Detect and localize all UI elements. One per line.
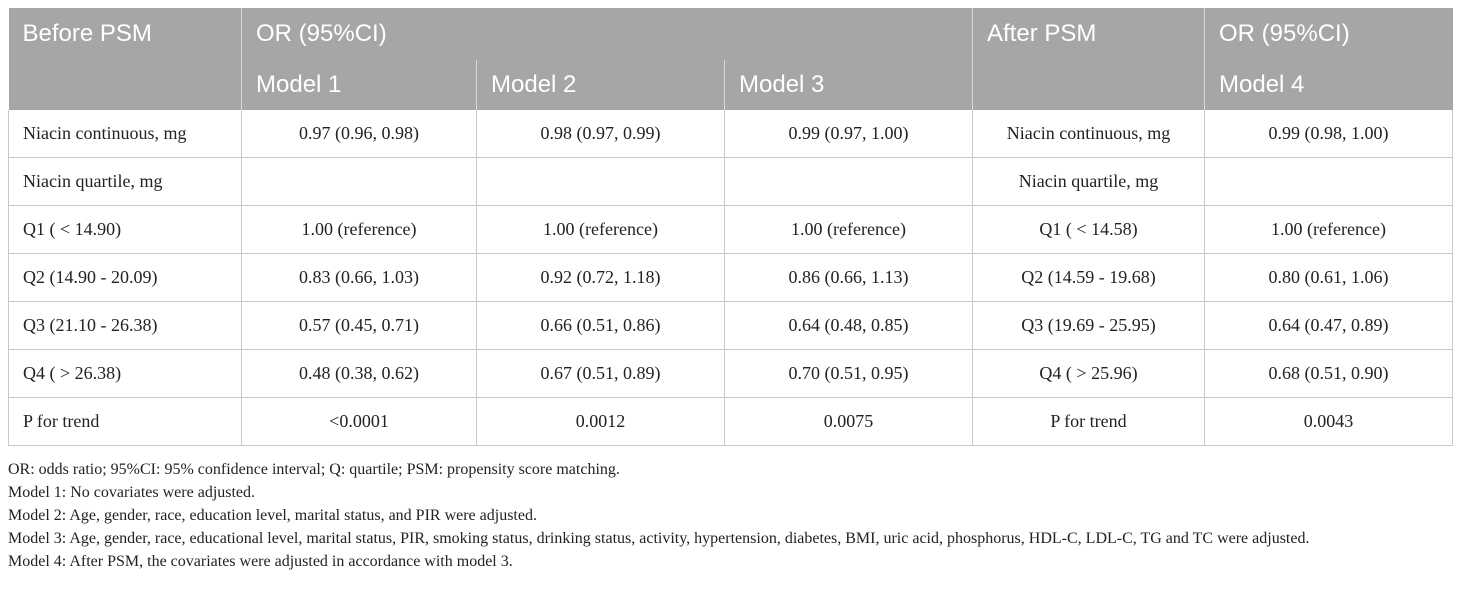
table-cell: 0.0043: [1205, 398, 1453, 446]
table-cell: Niacin continuous, mg: [973, 110, 1205, 158]
table-cell: Q2 (14.90 - 20.09): [9, 254, 242, 302]
table-cell: Q1 ( < 14.58): [973, 206, 1205, 254]
table-cell: Q4 ( > 26.38): [9, 350, 242, 398]
header-blank-left: [9, 60, 242, 110]
table-footnotes: [8, 458, 1452, 573]
table-row: [9, 158, 1453, 206]
table-cell: 0.80 (0.61, 1.06): [1205, 254, 1453, 302]
table-row: [9, 110, 1453, 158]
footnote-model-3: Model 3: Age, gender, race, educational level, marital status, PIR, smoking status, drinking status, activity, hypertension, diabetes, BMI, uric acid, phosphorus, HDL-C, LDL-C, TG and TC were adjusted.: [8, 530, 1310, 547]
header-model-3: Model 3: [725, 60, 973, 110]
header-model-4: Model 4: [1205, 60, 1453, 110]
table-cell: 0.66 (0.51, 0.86): [477, 302, 725, 350]
table-cell: 0.64 (0.48, 0.85): [725, 302, 973, 350]
table-cell: 1.00 (reference): [477, 206, 725, 254]
table-row: [9, 206, 1453, 254]
table-row: [9, 254, 1453, 302]
table-cell: 0.98 (0.97, 0.99): [477, 110, 725, 158]
table-cell: 0.97 (0.96, 0.98): [242, 110, 477, 158]
table-cell: 0.99 (0.97, 1.00): [725, 110, 973, 158]
footnote-model-1: Model 1: No covariates were adjusted.: [8, 484, 256, 501]
table-cell: 0.83 (0.66, 1.03): [242, 254, 477, 302]
header-blank-right: [973, 60, 1205, 110]
table-cell: 0.64 (0.47, 0.89): [1205, 302, 1453, 350]
results-table: [8, 8, 1453, 446]
table-cell: 0.0012: [477, 398, 725, 446]
table-cell: 1.00 (reference): [242, 206, 477, 254]
header-model-2: Model 2: [477, 60, 725, 110]
table-header: [9, 8, 1453, 110]
table-cell: 0.48 (0.38, 0.62): [242, 350, 477, 398]
table-cell: 0.0075: [725, 398, 973, 446]
table-cell: Q3 (19.69 - 25.95): [973, 302, 1205, 350]
table-cell: Q1 ( < 14.90): [9, 206, 242, 254]
table-cell: 0.67 (0.51, 0.89): [477, 350, 725, 398]
table-cell: P for trend: [973, 398, 1205, 446]
footnote-abbreviations: OR: odds ratio; 95%CI: 95% confidence interval; Q: quartile; PSM: propensity score matching.: [8, 461, 620, 478]
footnote-model-4: Model 4: After PSM, the covariates were adjusted in accordance with model 3.: [8, 553, 513, 570]
table-cell: Q2 (14.59 - 19.68): [973, 254, 1205, 302]
table-cell: Niacin continuous, mg: [9, 110, 242, 158]
header-after-psm: After PSM: [973, 8, 1205, 60]
table-cell: 0.92 (0.72, 1.18): [477, 254, 725, 302]
table-cell: Niacin quartile, mg: [973, 158, 1205, 206]
table-cell: P for trend: [9, 398, 242, 446]
table-cell: 1.00 (reference): [1205, 206, 1453, 254]
table-row: [9, 350, 1453, 398]
table-cell: 0.99 (0.98, 1.00): [1205, 110, 1453, 158]
header-row-2: [9, 60, 1453, 110]
table-body: [9, 110, 1453, 446]
footnote-model-2: Model 2: Age, gender, race, education level, marital status, and PIR were adjusted.: [8, 507, 537, 524]
table-cell: 0.68 (0.51, 0.90): [1205, 350, 1453, 398]
header-or-after: OR (95%CI): [1205, 8, 1453, 60]
header-before-psm: Before PSM: [9, 8, 242, 60]
table-cell: [242, 158, 477, 206]
table-cell: [725, 158, 973, 206]
table-cell: 0.86 (0.66, 1.13): [725, 254, 973, 302]
table-cell: [1205, 158, 1453, 206]
table-cell: 0.57 (0.45, 0.71): [242, 302, 477, 350]
table-cell: 1.00 (reference): [725, 206, 973, 254]
results-table-container: [8, 8, 1452, 446]
table-row: [9, 398, 1453, 446]
header-or-before: OR (95%CI): [242, 8, 973, 60]
table-cell: [477, 158, 725, 206]
table-row: [9, 302, 1453, 350]
table-cell: Q3 (21.10 - 26.38): [9, 302, 242, 350]
table-cell: Niacin quartile, mg: [9, 158, 242, 206]
table-cell: <0.0001: [242, 398, 477, 446]
table-cell: Q4 ( > 25.96): [973, 350, 1205, 398]
header-model-1: Model 1: [242, 60, 477, 110]
table-cell: 0.70 (0.51, 0.95): [725, 350, 973, 398]
header-row-1: [9, 8, 1453, 60]
